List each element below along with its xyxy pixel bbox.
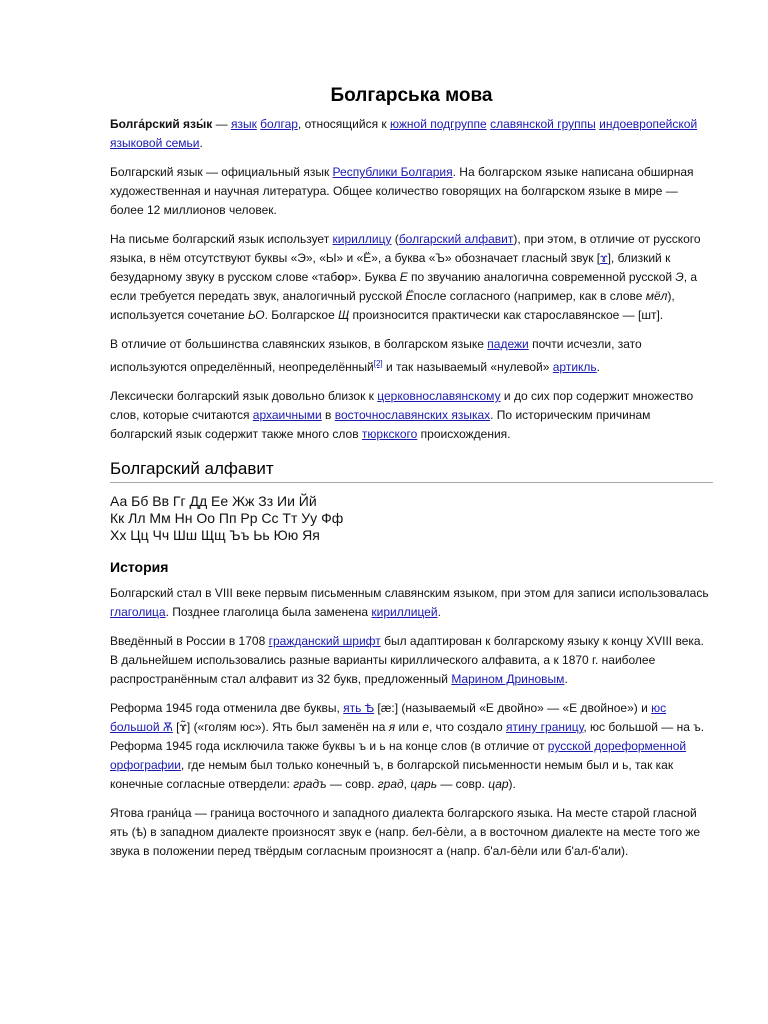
paragraph-civil-script: Введённый в России в 1708 гражданский шрифт был адаптирован к болгарскому языку к концу XVIII века. В дальнейшем использовались разные варианты кириллического алфавита, а к 1870 г. наиболее распространённым стал алфавит из 32 букв, предложенный Марином Дриновым. [110, 634, 704, 686]
link-language[interactable]: язык [230, 117, 257, 131]
paragraph-reform-1945: Реформа 1945 года отменила две буквы, ять Ѣ [æ:] (называемый «Е двойно» — «Е двойное») и юс большой Ѫ [ɤ̃] («голям юс»). Ять был заменён на я или е, что создало ятину границу, юс большой — на ъ. Реформа 1945 года исключила также буквы ъ и ь на конце слов (в отличие от русской дореформенной орфографии, где немым был только конечный ъ, в болгарской письменности немым был и ь, так как конечные согласные отвердели: градъ — совр. град, царь — совр. цар). [110, 701, 705, 791]
article-content [110, 84, 713, 871]
paragraph-yat-border: Ятова грани́ца — граница восточного и западного диалекта болгарского языка. На месте старой гласной ять (ѣ) в западном диалекте произносят звук е (напр. бел-бѐли, а в восточном диалекте на месте того же звука в положении перед твёрдым согласным произносят а (напр. б'ал-бѐли или б'ал-б'али). [110, 806, 701, 858]
link-yat[interactable]: ять Ѣ [343, 701, 375, 715]
paragraph-writing: На письме болгарский язык использует кириллицу (болгарский алфавит), при этом, в отличие от русского языка, в нём отсутствуют буквы «Э», «Ы» и «Ё», а буква «Ъ» обозначает гласный звук [ɤ], близкий к безударному звуку в русском слове «табор». Буква Е по звучанию аналогична современной русской Э, а если требуется передать звук, аналогичный русской Ёпосле согласного (например, как в слове мёл), используется сочетание ЬО. Болгарское Щ произносится практически как старославянское — [шт]. [110, 232, 701, 322]
link-cyrillic[interactable]: кириллицу [332, 232, 392, 246]
link-yat-border[interactable]: ятину границу [505, 720, 584, 734]
link-indo-european[interactable]: индоевропейской языковой семьи [110, 117, 698, 150]
alphabet-line: Кк Лл Мм Нн Оо Пп Рр Сс Тт Уу Фф [110, 510, 344, 526]
link-marin-drinov[interactable]: Марином Дриновым [451, 672, 565, 686]
paragraph-intro: Болга́рский язы́к — язык болгар, относящийся к южной подгруппе славянской группы индоевропейской языковой семьи. [110, 117, 698, 150]
link-ipa-vowel[interactable]: ɤ [600, 251, 608, 265]
link-east-slavic[interactable]: восточнославянских языках [334, 408, 491, 422]
link-church-slavonic[interactable]: церковнославянскому [377, 389, 501, 403]
link-bulgars[interactable]: болгар [260, 117, 298, 131]
alphabet-block [110, 493, 713, 544]
footnote-ref[interactable]: [2] [373, 359, 383, 368]
link-turkic[interactable]: тюркского [361, 427, 418, 441]
link-article[interactable]: артикль [552, 360, 597, 374]
link-glagolitic[interactable]: глаголица [110, 605, 166, 619]
link-south-subgroup[interactable]: южной подгруппе [390, 117, 487, 131]
paragraph-official: Болгарский язык — официальный язык Республики Болгария. На болгарском языке написана обширная художественная и научная литература. Общее количество говорящих на болгарском языке в мире — более 12 миллионов человек. [110, 165, 694, 217]
link-pre-reform-orthography[interactable]: русской дореформенной орфографии [110, 739, 687, 772]
link-cases[interactable]: падежи [487, 337, 529, 351]
alphabet-line: Аа Бб Вв Гг Дд Ее Жж Зз Ии Йй [110, 493, 317, 509]
page-title: Болгарська мова [330, 85, 493, 106]
heading-alphabet: Болгарский алфавит [110, 458, 713, 483]
link-bulgarian-alphabet[interactable]: болгарский алфавит [398, 232, 514, 246]
term-bold: Болга́рский язы́к [110, 117, 213, 131]
link-republic-bulgaria[interactable]: Республики Болгария [332, 165, 453, 179]
link-archaic[interactable]: архаичными [252, 408, 322, 422]
heading-history: История [110, 559, 169, 575]
link-cyrillic-script[interactable]: кириллицей [371, 605, 438, 619]
alphabet-line: Хх Цц Чч Шш Щщ Ъъ Ьь Юю Яя [110, 527, 320, 543]
link-civil-script[interactable]: гражданский шрифт [268, 634, 381, 648]
link-slavic-group[interactable]: славянской группы [490, 117, 596, 131]
paragraph-history-glagolitic: Болгарский стал в VIII веке первым письменным славянским языком, при этом для записи использовалась глаголица. Позднее глаголица была заменена кириллицей. [110, 586, 709, 619]
paragraph-lexicon: Лексически болгарский язык довольно близок к церковнославянскому и до сих пор содержит множество слов, которые считаются архаичными в восточнославянских языках. По историческим причинам болгарский язык содержит также много слов тюркского происхождения. [110, 389, 694, 441]
paragraph-cases: В отличие от большинства славянских языков, в болгарском языке падежи почти исчезли, зато используются определённый, неопределённый[2] и так называемый «нулевой» артикль. [110, 337, 642, 374]
link-big-yus[interactable]: юс большой Ѫ [110, 701, 667, 734]
